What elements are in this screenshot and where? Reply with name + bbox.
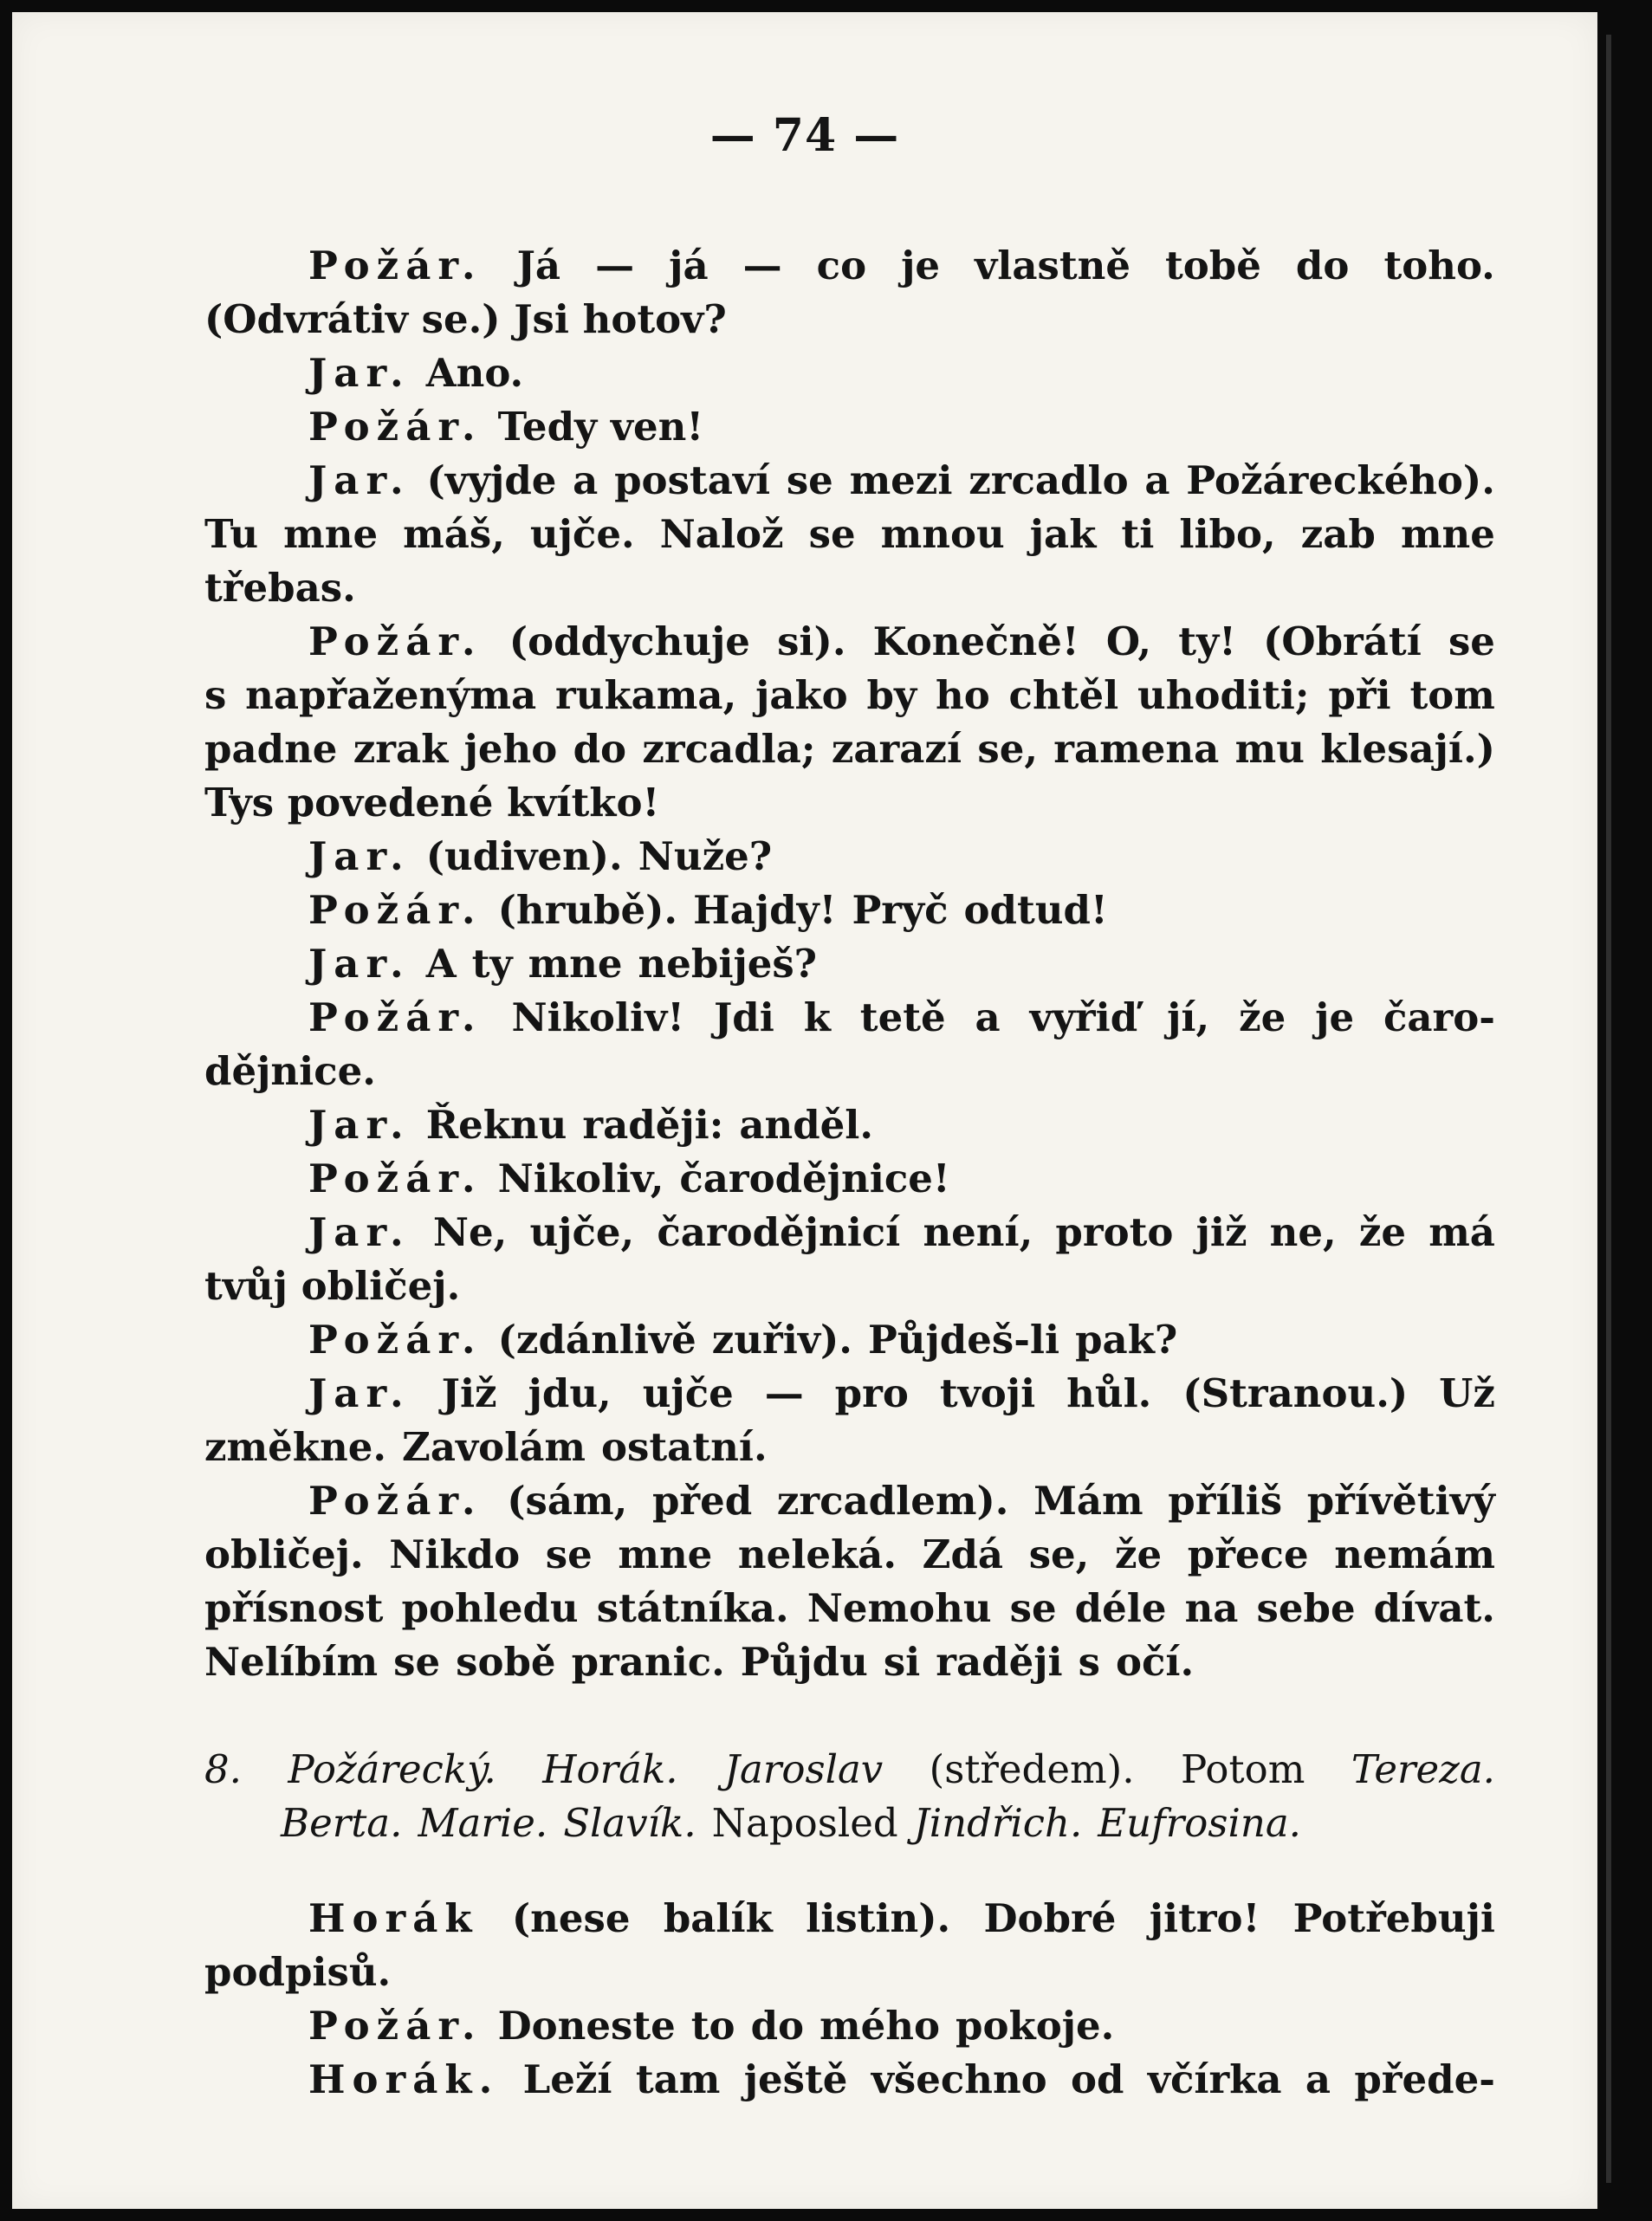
- text-line: [204, 1206, 1495, 1259]
- word: zrcadlo: [969, 457, 1129, 503]
- character: Jindřich.: [913, 1800, 1083, 1846]
- word: do: [573, 726, 627, 772]
- word: a: [975, 994, 1001, 1040]
- word: se,: [1028, 1531, 1090, 1577]
- speaker: Požár.: [308, 1317, 483, 1363]
- word: by: [866, 672, 917, 718]
- word: mne: [528, 941, 623, 987]
- word: ty!: [1178, 618, 1236, 664]
- speaker: Jar.: [308, 1370, 411, 1416]
- word: ti: [1121, 511, 1155, 557]
- text-line: [204, 239, 1495, 293]
- word: Leží: [522, 2056, 612, 2102]
- word: mého: [820, 2003, 941, 2049]
- word: proto: [1055, 1209, 1174, 1255]
- word: tvůj obličej.: [204, 1263, 461, 1309]
- word: Tu: [204, 511, 259, 557]
- word: mne: [618, 1531, 713, 1577]
- spacer: [204, 1689, 1495, 1743]
- word: ne,: [1269, 1209, 1337, 1255]
- word: zuřiv).: [711, 1317, 852, 1363]
- word: anděl.: [739, 1102, 874, 1148]
- word: obličej.: [204, 1531, 364, 1577]
- word: jitro!: [1149, 1895, 1260, 1941]
- speaker: Jar.: [308, 833, 411, 879]
- word: ho: [935, 672, 990, 718]
- word: co: [816, 243, 867, 288]
- text-line: [204, 884, 1495, 937]
- word: Tys povedené kvítko!: [204, 780, 660, 826]
- word: sobě: [456, 1639, 556, 1685]
- word: přívětivý: [1306, 1478, 1495, 1524]
- word: všechno: [871, 2056, 1047, 2102]
- word: Již: [441, 1370, 497, 1416]
- character: Eufrosina.: [1098, 1800, 1301, 1846]
- speaker: Požár.: [308, 618, 483, 664]
- speaker: Požár.: [308, 2003, 483, 2049]
- word: ramena: [1053, 726, 1220, 772]
- text-line: [204, 722, 1495, 776]
- word: pokoje.: [956, 2003, 1115, 2049]
- word: (vyjde: [426, 457, 557, 503]
- word: Potřebuji: [1292, 1895, 1495, 1941]
- word: podpisů.: [204, 1949, 392, 1995]
- text-line: [204, 1582, 1495, 1635]
- text-line: [204, 1999, 1495, 2053]
- character: Slavík.: [563, 1800, 696, 1846]
- text-line: [204, 454, 1495, 508]
- text-line: [204, 937, 1495, 991]
- word: sebe: [1256, 1585, 1356, 1631]
- character: Tereza.: [1351, 1746, 1495, 1792]
- word: klesají.): [1320, 726, 1495, 772]
- word: (středem).: [929, 1746, 1135, 1792]
- text-line: [204, 1152, 1495, 1206]
- word: listin).: [806, 1895, 951, 1941]
- word: mnou: [880, 511, 1005, 557]
- word: mu: [1234, 726, 1305, 772]
- word: déle: [1074, 1585, 1167, 1631]
- text-line: [204, 1946, 1495, 1999]
- word: čaro-: [1383, 994, 1495, 1040]
- character: Marie.: [418, 1800, 548, 1846]
- word: přece: [1187, 1531, 1309, 1577]
- word: k: [803, 994, 831, 1040]
- word: Nelíbím: [204, 1639, 379, 1685]
- word: jdu,: [528, 1370, 612, 1416]
- word: uhoditi;: [1137, 672, 1310, 718]
- word: Půjdeš-li: [867, 1317, 1060, 1363]
- word: rukama,: [555, 672, 737, 718]
- word: Tedy ven!: [497, 404, 704, 450]
- word: se: [545, 1531, 593, 1577]
- word: Řeknu: [425, 1102, 567, 1148]
- speaker: Jar.: [308, 941, 411, 987]
- speaker: Požár.: [308, 404, 483, 450]
- text-line: [204, 1421, 1495, 1474]
- text-line: [204, 1367, 1495, 1421]
- word: Potom: [1180, 1746, 1305, 1792]
- word: libo,: [1179, 511, 1276, 557]
- word: Půjdu: [740, 1639, 868, 1685]
- speaker: Horák.: [308, 2056, 500, 2102]
- word: nemám: [1334, 1531, 1495, 1577]
- speaker: Jar.: [308, 457, 411, 503]
- word: do: [750, 2003, 805, 2049]
- word: a: [1305, 2056, 1331, 2102]
- word: raději:: [582, 1102, 724, 1148]
- word: raději: [936, 1639, 1063, 1685]
- word: je: [901, 243, 941, 288]
- word: já: [669, 243, 709, 288]
- word: přede-: [1354, 2056, 1495, 2102]
- word: padne: [204, 726, 338, 772]
- word: čarodějnice!: [679, 1156, 950, 1201]
- word: ujče: [642, 1370, 734, 1416]
- text-line: [204, 400, 1495, 454]
- text-line: [204, 293, 1495, 346]
- text-line: [204, 2053, 1495, 2107]
- word: hůl.: [1066, 1370, 1152, 1416]
- word: není,: [923, 1209, 1033, 1255]
- word: Hajdy!: [693, 887, 837, 933]
- text-line: [204, 1528, 1495, 1582]
- word: před: [651, 1478, 753, 1524]
- word: Nuže?: [638, 833, 773, 879]
- word: napřaženýma: [245, 672, 537, 718]
- word: tam: [635, 2056, 721, 2102]
- word: Nikoliv!: [511, 994, 685, 1040]
- spacer: [204, 1850, 1495, 1892]
- word: máš,: [403, 511, 505, 557]
- word: zab: [1300, 511, 1376, 557]
- text-line: [204, 508, 1495, 561]
- word: neleká.: [737, 1531, 897, 1577]
- word: Nikoliv,: [497, 1156, 664, 1201]
- word: že: [1114, 1531, 1163, 1577]
- word: ujče,: [529, 1209, 635, 1255]
- word: Zdá: [922, 1531, 1004, 1577]
- word: se,: [977, 726, 1038, 772]
- word: včírka: [1147, 2056, 1282, 2102]
- word: mezi: [849, 457, 953, 503]
- word: Pryč: [852, 887, 949, 933]
- word: očí.: [1115, 1639, 1195, 1685]
- word: (Odvrátiv se.) Jsi hotov?: [204, 296, 727, 342]
- scene-heading: [204, 1797, 1495, 1850]
- word: do: [1295, 243, 1350, 288]
- word: se: [1009, 1585, 1057, 1631]
- character: Jaroslav: [724, 1746, 884, 1792]
- play-text: [204, 239, 1495, 2107]
- word: (Obrátí: [1263, 618, 1422, 664]
- word: mne: [1400, 511, 1495, 557]
- word: na: [1184, 1585, 1239, 1631]
- speaker: Horák: [308, 1895, 479, 1941]
- word: přísnost: [204, 1585, 384, 1631]
- word: se: [786, 457, 833, 503]
- word: příliš: [1168, 1478, 1283, 1524]
- word: (udiven).: [425, 833, 623, 879]
- word: O,: [1105, 618, 1152, 664]
- speaker: Požár.: [308, 1156, 483, 1201]
- word: Nikdo: [389, 1531, 521, 1577]
- word: Už: [1439, 1370, 1495, 1416]
- text-line: [204, 830, 1495, 884]
- word: že: [1239, 994, 1286, 1040]
- word: a: [1144, 457, 1170, 503]
- word: —: [595, 243, 635, 288]
- word: Zavolám: [402, 1424, 586, 1470]
- word: tetě: [859, 994, 946, 1040]
- word: (zdánlivě: [497, 1317, 696, 1363]
- word: jak: [1029, 511, 1097, 557]
- word: ještě: [743, 2056, 848, 2102]
- word: postaví: [614, 457, 771, 503]
- word: pak?: [1075, 1317, 1178, 1363]
- word: (Stranou.): [1182, 1370, 1409, 1416]
- word: Ano.: [425, 350, 524, 396]
- scene-number: 8.: [204, 1746, 242, 1792]
- word: dívat.: [1373, 1585, 1495, 1631]
- text-line: [204, 615, 1495, 669]
- speaker: Jar.: [308, 1102, 411, 1148]
- word: dějnice.: [204, 1048, 376, 1094]
- word: čarodějnicí: [657, 1209, 901, 1255]
- word: Nemohu: [807, 1585, 992, 1631]
- word: Já: [516, 243, 561, 288]
- word: si: [883, 1639, 921, 1685]
- word: pranic.: [571, 1639, 725, 1685]
- word: již: [1195, 1209, 1247, 1255]
- word: Jdi: [713, 994, 774, 1040]
- text-line: [204, 1635, 1495, 1689]
- word: jeho: [463, 726, 558, 772]
- text-line: [204, 1259, 1495, 1313]
- word: má: [1428, 1209, 1495, 1255]
- text-line: [204, 776, 1495, 830]
- speaker: Požár.: [308, 243, 483, 288]
- word: nebiješ?: [638, 941, 818, 987]
- text-line: [204, 991, 1495, 1045]
- word: Požáreckého).: [1186, 457, 1495, 503]
- speaker: Jar.: [308, 1209, 411, 1255]
- word: třebas.: [204, 565, 356, 611]
- word: tobě: [1164, 243, 1261, 288]
- word: ujče.: [529, 511, 635, 557]
- word: Dobré: [983, 1895, 1117, 1941]
- word: chtěl: [1008, 672, 1119, 718]
- word: a: [573, 457, 599, 503]
- word: Mám: [1033, 1478, 1143, 1524]
- text-line: [204, 561, 1495, 615]
- word: —: [742, 243, 782, 288]
- text-line: [204, 1045, 1495, 1098]
- text-line: [204, 669, 1495, 722]
- speaker: Požár.: [308, 887, 483, 933]
- word: Doneste: [497, 2003, 676, 2049]
- word: (oddychuje: [509, 618, 750, 664]
- text-line: [204, 1313, 1495, 1367]
- word: Ne,: [432, 1209, 508, 1255]
- scan-edge: [1597, 0, 1652, 2221]
- word: se: [808, 511, 856, 557]
- word: tvoji: [939, 1370, 1036, 1416]
- word: zrcadla;: [642, 726, 816, 772]
- word: to: [690, 2003, 735, 2049]
- character: Berta.: [281, 1800, 403, 1846]
- word: vlastně: [975, 243, 1130, 288]
- word: zrcadlem).: [776, 1478, 1009, 1524]
- word: od: [1071, 2056, 1124, 2102]
- word: se: [1448, 618, 1495, 664]
- word: Naposled: [711, 1800, 898, 1846]
- word: balík: [663, 1895, 773, 1941]
- word: se: [393, 1639, 441, 1685]
- word: (sám,: [507, 1478, 628, 1524]
- word: Konečně!: [872, 618, 1079, 664]
- text-line: [204, 1474, 1495, 1528]
- word: odtud!: [963, 887, 1108, 933]
- word: A: [425, 941, 457, 987]
- text-line: [204, 1892, 1495, 1946]
- word: s: [204, 672, 227, 718]
- word: je: [1315, 994, 1355, 1040]
- word: toho.: [1383, 243, 1495, 288]
- word: pohledu: [401, 1585, 579, 1631]
- word: si).: [777, 618, 846, 664]
- page-number: — 74 —: [709, 109, 900, 162]
- speaker: Jar.: [308, 350, 411, 396]
- word: zarazí: [831, 726, 962, 772]
- word: tom: [1409, 672, 1495, 718]
- word: zrak: [353, 726, 449, 772]
- speaker: Požár.: [308, 1478, 483, 1524]
- text-line: [204, 346, 1495, 400]
- word: s: [1078, 1639, 1100, 1685]
- word: (nese: [511, 1895, 631, 1941]
- word: jako: [755, 672, 848, 718]
- word: státníka.: [596, 1585, 789, 1631]
- character: Požárecký.: [288, 1746, 496, 1792]
- word: vyřiď: [1029, 994, 1138, 1040]
- text-line: [204, 1098, 1495, 1152]
- word: změkne.: [204, 1424, 386, 1470]
- character: Horák.: [542, 1746, 678, 1792]
- word: (hrubě).: [497, 887, 678, 933]
- word: ostatní.: [601, 1424, 768, 1470]
- word: —: [764, 1370, 804, 1416]
- word: při: [1328, 672, 1391, 718]
- speaker: Požár.: [308, 994, 483, 1040]
- word: že: [1358, 1209, 1407, 1255]
- scene-heading: [204, 1743, 1495, 1797]
- word: jí,: [1167, 994, 1210, 1040]
- page: [12, 12, 1597, 2209]
- word: pro: [834, 1370, 909, 1416]
- word: ty: [471, 941, 513, 987]
- word: Nalož: [659, 511, 784, 557]
- word: mne: [283, 511, 379, 557]
